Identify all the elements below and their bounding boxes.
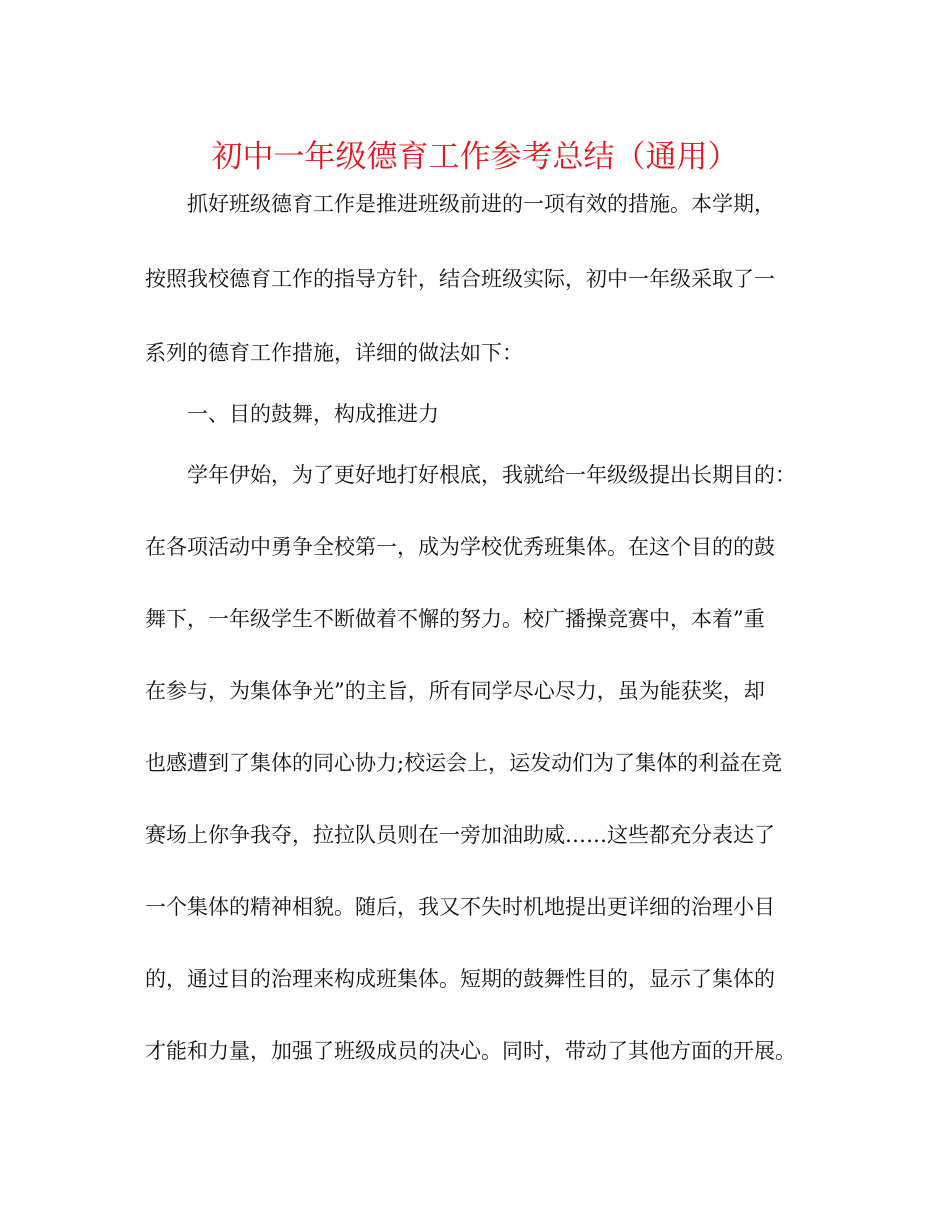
paragraph-line: 系列的德育工作措施，详细的做法如下：: [145, 341, 523, 365]
section-heading: 一、目的鼓舞，构成推进力: [187, 402, 439, 426]
paragraph-line: 按照我校德育工作的指导方针，结合班级实际，初中一年级采取了一: [145, 267, 775, 291]
paragraph-line: 的，通过目的治理来构成班集体。短期的鼓舞性目的，显示了集体的: [145, 967, 775, 991]
paragraph-line: 抓好班级德育工作是推进班级前进的一项有效的措施。本学期，: [187, 192, 775, 216]
paragraph-line: 舞下，一年级学生不断做着不懈的努力。校广播操竞赛中，本着”重: [145, 607, 765, 631]
paragraph-line: 在参与，为集体争光”的主旨，所有同学尽心尽力，虽为能获奖，却: [145, 679, 765, 703]
document-title: 初中一年级德育工作参考总结（通用）: [211, 139, 739, 175]
paragraph-line: 也感遭到了集体的同心协力;校运会上，运发动们为了集体的利益在竞: [145, 751, 783, 775]
paragraph-line: 一个集体的精神相貌。随后，我又不失时机地提出更详细的治理小目: [145, 895, 775, 919]
paragraph-line: 赛场上你争我夺，拉拉队员则在一旁加油助威……这些都充分表达了: [145, 823, 775, 847]
paragraph-line: 才能和力量，加强了班级成员的决心。同时，带动了其他方面的开展。: [145, 1039, 796, 1063]
paragraph-line: 学年伊始，为了更好地打好根底，我就给一年级级提出长期目的：: [187, 463, 796, 487]
paragraph-line: 在各项活动中勇争全校第一，成为学校优秀班集体。在这个目的的鼓: [145, 535, 775, 559]
